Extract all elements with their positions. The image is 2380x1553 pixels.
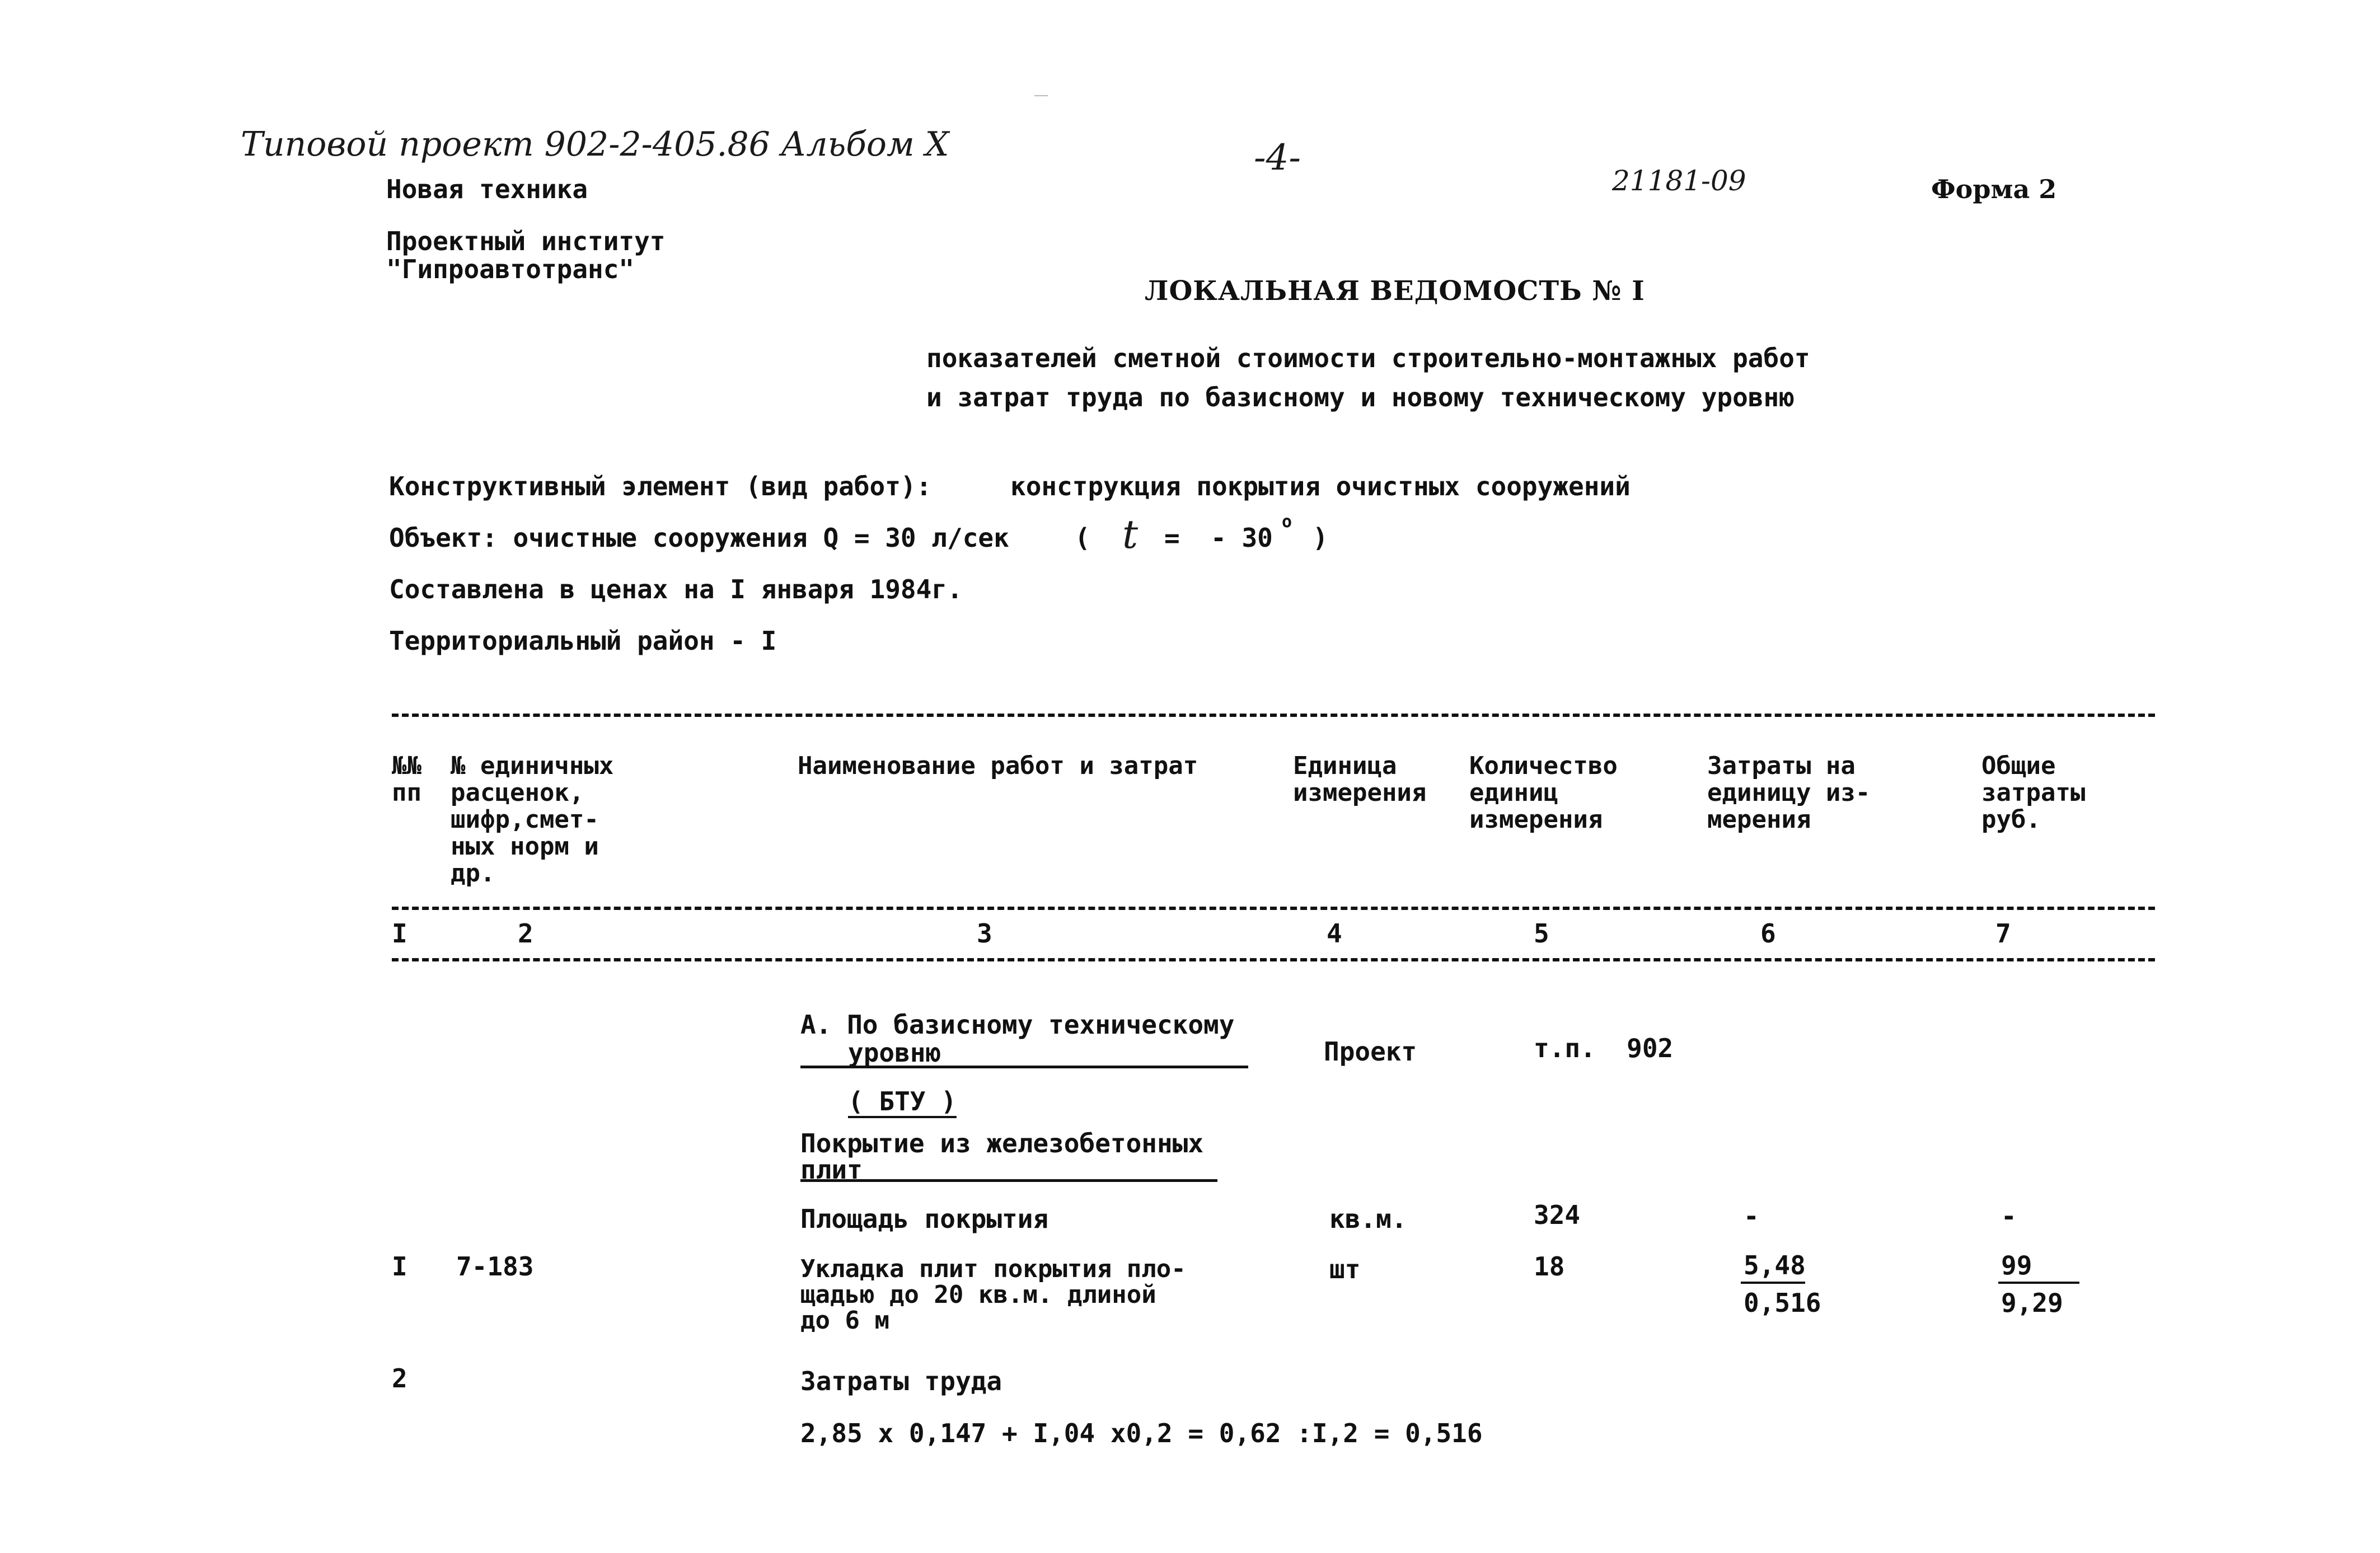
page-number: -4- bbox=[1254, 137, 1301, 179]
row-1-total-cost-top: 99 bbox=[2001, 1250, 2032, 1280]
table-top-rule bbox=[392, 714, 2155, 717]
section-abbreviation: ( БТУ ) bbox=[848, 1086, 957, 1116]
form-label: Форма 2 bbox=[1931, 174, 2057, 204]
col-header-unit-cost: Затраты на единицу из- мерения bbox=[1707, 752, 1871, 834]
scan-mark bbox=[1034, 95, 1048, 96]
subsection-line-2: плит bbox=[800, 1155, 863, 1185]
col-number-1: I bbox=[392, 918, 407, 949]
handwritten-project-label: Типовой проект 902-2-405.86 Альбом X bbox=[241, 125, 949, 164]
row-1-unit: шт bbox=[1329, 1254, 1361, 1284]
col-header-unit: Единица измерения bbox=[1293, 752, 1427, 807]
statement-subtitle-1: показателей сметной стоимости строительно-монтажных работ bbox=[926, 343, 1810, 373]
object-line: Объект: очистные сооружения Q = 30 л/сек bbox=[389, 523, 1009, 553]
labor-formula: 2,85 x 0,147 + I,04 x0,2 = 0,62 :I,2 = 0,516 bbox=[800, 1418, 1483, 1448]
subsection-line-1: Покрытие из железобетонных bbox=[800, 1128, 1204, 1158]
row-1-total-cost-fraction-bar bbox=[1998, 1282, 2079, 1284]
new-tech-label: Новая техника bbox=[386, 174, 588, 204]
row-1-unit-cost-fraction-bar bbox=[1741, 1282, 1805, 1284]
col-number-6: 6 bbox=[1760, 918, 1776, 949]
row-2-name: Затраты труда bbox=[800, 1366, 1002, 1396]
section-title-underline bbox=[800, 1066, 1248, 1068]
statement-title: ЛОКАЛЬНАЯ ВЕДОМОСТЬ № I bbox=[1145, 275, 1645, 307]
col-number-4: 4 bbox=[1327, 918, 1342, 949]
section-title-line-1: А. По базисному техническому bbox=[800, 1010, 1235, 1040]
area-name: Площадь покрытия bbox=[800, 1204, 1049, 1234]
project-unit: Проект bbox=[1324, 1036, 1417, 1067]
institute-line-2: "Гипроавтотранс" bbox=[386, 254, 635, 284]
temperature-open-paren: ( bbox=[1075, 523, 1090, 553]
table-numbers-rule bbox=[392, 958, 2155, 961]
row-1-unit-cost-bottom: 0,516 bbox=[1744, 1288, 1821, 1318]
document-code: 21181-09 bbox=[1612, 165, 1746, 197]
row-1-total-cost-bottom: 9,29 bbox=[2001, 1288, 2063, 1318]
structural-element-value: конструкция покрытия очистных сооружений bbox=[1010, 471, 1631, 501]
row-1-quantity: 18 bbox=[1534, 1251, 1565, 1282]
col-number-5: 5 bbox=[1534, 918, 1549, 949]
row-1-unit-cost-top: 5,48 bbox=[1744, 1250, 1806, 1280]
col-header-code: № единичных расценок, шифр,смет- ных норм и др. bbox=[451, 752, 614, 888]
area-total-cost: - bbox=[2001, 1201, 2017, 1231]
area-unit: кв.м. bbox=[1329, 1204, 1407, 1234]
section-title-line-2: уровню bbox=[848, 1038, 941, 1068]
row-1-code: 7-183 bbox=[456, 1251, 534, 1282]
temperature-symbol: t bbox=[1122, 512, 1139, 557]
institute-line-1: Проектный институт bbox=[386, 226, 666, 256]
col-header-total-cost: Общие затраты руб. bbox=[1981, 752, 2086, 834]
row-2-number: 2 bbox=[392, 1363, 407, 1394]
col-header-num: №№ пп bbox=[392, 752, 421, 807]
area-unit-cost: - bbox=[1744, 1201, 1759, 1231]
temperature-close-paren: ) bbox=[1313, 523, 1328, 553]
area-quantity: 324 bbox=[1534, 1200, 1581, 1230]
row-1-number: I bbox=[392, 1251, 407, 1282]
region-line: Территориальный район - I bbox=[389, 626, 777, 656]
col-number-3: 3 bbox=[977, 918, 992, 949]
subsection-underline bbox=[800, 1179, 1217, 1182]
col-header-quantity: Количество единиц измерения bbox=[1469, 752, 1618, 834]
structural-element-label: Конструктивный элемент (вид работ): bbox=[389, 471, 932, 501]
statement-subtitle-2: и затрат труда по базисному и новому техническому уровню bbox=[926, 382, 1795, 412]
col-number-7: 7 bbox=[1995, 918, 2011, 949]
table-header-rule bbox=[392, 907, 2155, 910]
prices-line: Составлена в ценах на I января 1984г. bbox=[389, 574, 963, 604]
degree-sign: o bbox=[1282, 512, 1292, 532]
temperature-value: = - 30 bbox=[1164, 523, 1273, 553]
project-reference: т.п. 902 bbox=[1534, 1033, 1674, 1063]
row-1-name: Укладка плит покрытия пло- щадью до 20 кв.м. длиной до 6 м bbox=[800, 1255, 1186, 1335]
col-header-name: Наименование работ и затрат bbox=[798, 752, 1198, 780]
col-number-2: 2 bbox=[518, 918, 533, 949]
